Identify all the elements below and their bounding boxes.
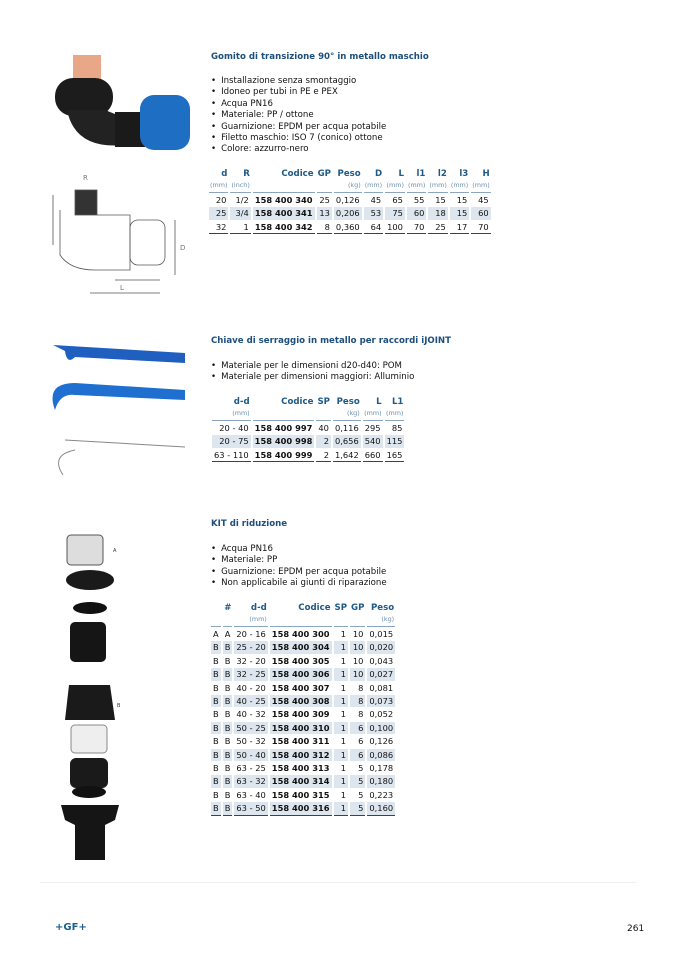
table-cell: 2 bbox=[316, 449, 331, 462]
column-unit: (kg) bbox=[333, 408, 361, 421]
column-header: SP bbox=[334, 603, 348, 613]
column-header: GP bbox=[317, 169, 331, 179]
column-unit bbox=[350, 614, 365, 627]
table-row bbox=[211, 802, 395, 815]
table-cell: 60 bbox=[407, 207, 426, 219]
table-cell: 158 400 998 bbox=[254, 436, 313, 447]
column-header: D bbox=[374, 169, 383, 179]
table-cell: B bbox=[213, 789, 219, 800]
table-cell: 0,656 bbox=[334, 436, 359, 447]
table-cell: B bbox=[213, 696, 219, 707]
table-cell: 20 bbox=[215, 195, 227, 205]
table-header-row bbox=[211, 603, 395, 613]
table-cell: 10 bbox=[352, 629, 364, 639]
table-cell: B bbox=[224, 763, 231, 774]
gf-logo: +GF+ bbox=[55, 922, 87, 933]
column-unit: (mm) bbox=[209, 180, 228, 193]
table-cell: 5 bbox=[350, 802, 365, 815]
table-cell: 158 400 313 bbox=[271, 763, 330, 774]
table-row bbox=[212, 435, 404, 447]
column-unit: (mm) bbox=[385, 180, 405, 193]
table-cell: 17 bbox=[450, 221, 469, 234]
table-cell: 85 bbox=[391, 423, 403, 433]
feature-list bbox=[211, 544, 387, 590]
column-header: d bbox=[221, 169, 228, 179]
table-cell: 115 bbox=[386, 436, 403, 447]
table-cell: 70 bbox=[471, 221, 490, 234]
table-units-row bbox=[209, 180, 491, 193]
table-cell: 15 bbox=[435, 195, 446, 205]
table-cell: 1 bbox=[340, 655, 347, 666]
table-cell: 63 - 50 bbox=[234, 802, 267, 815]
feature-list bbox=[211, 76, 386, 156]
table-cell: 0,360 bbox=[334, 221, 362, 234]
table-cell: 25 bbox=[209, 207, 228, 219]
table-cell: 158 400 997 bbox=[254, 423, 313, 433]
table-cell: 40 - 32 bbox=[236, 709, 266, 720]
table-row bbox=[209, 221, 491, 234]
column-unit bbox=[253, 408, 315, 421]
column-unit: (inch) bbox=[230, 180, 250, 193]
table-cell: 63 - 40 bbox=[236, 789, 266, 800]
column-header: H bbox=[482, 169, 490, 179]
table-cell: 32 bbox=[209, 221, 228, 234]
table-cell: 158 400 312 bbox=[271, 749, 330, 760]
table-row bbox=[211, 735, 395, 747]
table-cell: 158 400 306 bbox=[271, 669, 330, 680]
table-cell: 0,116 bbox=[334, 423, 359, 433]
column-header: GP bbox=[351, 603, 365, 613]
table-row bbox=[211, 789, 395, 801]
table-cell: 0,206 bbox=[335, 208, 360, 219]
column-unit: (mm) bbox=[407, 180, 426, 193]
table-cell: 32 - 25 bbox=[236, 669, 266, 680]
table-cell: 8 bbox=[350, 695, 365, 707]
table-cell: 63 - 110 bbox=[212, 449, 251, 462]
column-header: d-d bbox=[233, 397, 250, 407]
table-cell: 40 bbox=[318, 423, 329, 433]
table-row bbox=[211, 708, 395, 720]
drawing-label: D bbox=[180, 244, 186, 252]
table-cell: 1 bbox=[340, 736, 347, 747]
feature-item: • Materiale per dimensioni maggiori: Alluminio bbox=[211, 372, 414, 383]
table-cell: 1 bbox=[340, 682, 347, 693]
column-unit bbox=[253, 180, 315, 193]
table-cell: 63 - 25 bbox=[236, 763, 266, 774]
column-header: L bbox=[398, 169, 404, 179]
table-cell: 25 - 20 bbox=[236, 642, 266, 653]
feature-item: • Non applicabile ai giunti di riparazione bbox=[211, 578, 387, 589]
table-cell: 1 bbox=[230, 221, 250, 234]
table-cell: 25 bbox=[428, 221, 447, 234]
feature-item: • Idoneo per tubi in PE e PEX bbox=[211, 87, 386, 98]
table-cell: A bbox=[224, 629, 231, 639]
table-cell: 1 bbox=[340, 789, 347, 800]
table-cell: 2 bbox=[316, 435, 331, 447]
table-cell: 53 bbox=[364, 207, 383, 219]
table-cell: 20 - 75 bbox=[212, 435, 251, 447]
table-cell: 158 400 341 bbox=[254, 208, 313, 219]
table-row bbox=[212, 449, 404, 462]
table-cell: 0,223 bbox=[369, 789, 394, 800]
table-cell: 1/2 bbox=[235, 195, 249, 205]
table-cell: 100 bbox=[385, 221, 405, 234]
table-row bbox=[211, 762, 395, 774]
table-cell: 158 400 342 bbox=[253, 221, 315, 234]
table-cell: 55 bbox=[413, 195, 425, 205]
feature-item: • Colore: azzurro-nero bbox=[211, 144, 386, 155]
column-header: l1 bbox=[416, 169, 426, 179]
table-cell: 0,126 bbox=[335, 195, 360, 205]
column-unit: (mm) bbox=[364, 180, 383, 193]
table-cell: 70 bbox=[407, 221, 426, 234]
feature-item: • Acqua PN16 bbox=[211, 99, 386, 110]
table-cell: B bbox=[224, 642, 231, 653]
table-cell: B bbox=[224, 722, 231, 733]
table-cell: 40 - 20 bbox=[236, 682, 266, 693]
feature-item: • Filetto maschio: ISO 7 (conico) ottone bbox=[211, 133, 386, 144]
column-header: L1 bbox=[391, 397, 404, 407]
table-cell: B bbox=[213, 722, 219, 733]
column-unit: (kg) bbox=[334, 180, 362, 193]
table-cell: 0,027 bbox=[369, 669, 394, 680]
wrench-image bbox=[45, 335, 195, 490]
table-cell: B bbox=[213, 736, 219, 747]
elbow-technical-drawing bbox=[50, 165, 195, 300]
column-header: l2 bbox=[437, 169, 447, 179]
spec-table bbox=[207, 168, 493, 235]
table-cell: B bbox=[223, 802, 233, 815]
table-cell: 1 bbox=[334, 695, 349, 707]
table-row bbox=[212, 422, 404, 434]
column-unit: (mm) bbox=[234, 614, 267, 627]
table-cell: 165 bbox=[385, 449, 405, 462]
column-unit: (mm) bbox=[385, 408, 405, 421]
table-cell: 10 bbox=[350, 641, 365, 653]
image-label: B bbox=[117, 703, 121, 709]
feature-item: • Installazione senza smontaggio bbox=[211, 76, 386, 87]
drawing-label: R bbox=[83, 174, 88, 182]
table-row bbox=[209, 194, 491, 206]
table-cell: 158 400 300 bbox=[271, 629, 330, 639]
feature-list bbox=[211, 361, 414, 384]
image-label: A bbox=[113, 548, 117, 554]
table-cell: 158 400 307 bbox=[271, 682, 330, 693]
table-cell: 1 bbox=[340, 763, 347, 774]
section-title: Gomito di transizione 90° in metallo maschio bbox=[211, 52, 429, 62]
table-cell: 660 bbox=[363, 449, 383, 462]
table-cell: 1 bbox=[334, 749, 349, 761]
table-cell: 6 bbox=[350, 722, 365, 734]
table-cell: 10 bbox=[350, 668, 365, 680]
table-cell: 295 bbox=[364, 423, 381, 433]
table-cell: B bbox=[224, 655, 231, 666]
table-cell: 50 - 25 bbox=[236, 722, 266, 733]
table-header-row bbox=[212, 397, 404, 407]
column-header: Codice bbox=[281, 169, 314, 179]
table-cell: 50 - 40 bbox=[236, 749, 266, 760]
column-unit bbox=[223, 614, 233, 627]
column-unit: (mm) bbox=[363, 408, 383, 421]
table-cell: 8 bbox=[358, 709, 364, 720]
table-cell: B bbox=[213, 642, 219, 653]
table-cell: 0,178 bbox=[369, 763, 394, 774]
elbow-fitting-image bbox=[45, 50, 195, 160]
table-cell: 158 400 311 bbox=[271, 736, 330, 747]
table-cell: B bbox=[224, 696, 231, 707]
table-row bbox=[211, 641, 395, 653]
page-number: 261 bbox=[627, 924, 645, 934]
table-cell: 158 400 310 bbox=[271, 722, 330, 733]
table-cell: 8 bbox=[358, 682, 364, 693]
table-cell: 45 bbox=[370, 195, 382, 205]
table-cell: 18 bbox=[428, 207, 447, 219]
table-row bbox=[211, 775, 395, 787]
table-cell: 158 400 314 bbox=[271, 776, 330, 787]
column-header: SP bbox=[317, 397, 330, 407]
column-header: Peso bbox=[337, 169, 361, 179]
table-cell: B bbox=[213, 749, 219, 760]
feature-item: • Materiale: PP bbox=[211, 555, 387, 566]
table-cell: B bbox=[211, 802, 221, 815]
reduction-kit-image bbox=[55, 530, 145, 865]
column-unit bbox=[270, 614, 332, 627]
feature-item: • Guarnizione: EPDM per acqua potabile bbox=[211, 122, 386, 133]
table-cell: 0,180 bbox=[369, 776, 394, 787]
table-cell: 1 bbox=[334, 775, 349, 787]
table-cell: 63 - 32 bbox=[236, 776, 266, 787]
table-cell: 40 - 25 bbox=[236, 696, 266, 707]
table-row bbox=[211, 722, 395, 734]
table-cell: 32 - 20 bbox=[236, 655, 266, 666]
table-row bbox=[211, 695, 395, 707]
spec-table bbox=[209, 602, 397, 817]
table-cell: 0,015 bbox=[369, 629, 394, 639]
table-row bbox=[211, 668, 395, 680]
table-cell: 0,073 bbox=[369, 696, 394, 707]
table-header-row bbox=[209, 169, 491, 179]
table-cell: B bbox=[224, 776, 231, 787]
table-cell: 20 - 40 bbox=[219, 423, 249, 433]
column-unit: (mm) bbox=[450, 180, 469, 193]
table-cell: 15 bbox=[456, 195, 468, 205]
table-cell: B bbox=[224, 789, 231, 800]
table-units-row bbox=[211, 614, 395, 627]
column-header: Peso bbox=[371, 603, 395, 613]
section-title: KIT di riduzione bbox=[211, 519, 288, 529]
table-cell: 0,043 bbox=[369, 655, 394, 666]
table-cell: 158 400 308 bbox=[271, 696, 330, 707]
table-cell: 5 bbox=[358, 763, 364, 774]
table-cell: 6 bbox=[358, 736, 364, 747]
table-row bbox=[211, 655, 395, 667]
table-cell: 20 - 16 bbox=[236, 629, 266, 639]
table-units-row bbox=[212, 408, 404, 421]
table-cell: 10 bbox=[352, 655, 364, 666]
column-unit bbox=[334, 614, 349, 627]
column-header: l3 bbox=[459, 169, 469, 179]
table-row bbox=[211, 749, 395, 761]
table-cell: B bbox=[213, 709, 219, 720]
table-cell: 1 bbox=[340, 709, 347, 720]
table-cell: 158 400 304 bbox=[271, 642, 330, 653]
table-cell: 5 bbox=[358, 789, 364, 800]
feature-item: • Materiale: PP / ottone bbox=[211, 110, 386, 121]
table-cell: 50 - 32 bbox=[236, 736, 266, 747]
table-cell: 60 bbox=[471, 207, 490, 219]
table-cell: 158 400 305 bbox=[271, 655, 330, 666]
table-cell: 158 400 315 bbox=[271, 789, 330, 800]
column-header: Codice bbox=[298, 603, 331, 613]
table-cell: 1 bbox=[334, 668, 349, 680]
table-cell: 158 400 309 bbox=[271, 709, 330, 720]
table-cell: B bbox=[213, 682, 219, 693]
table-cell: 1 bbox=[340, 629, 347, 639]
table-cell: 0,160 bbox=[367, 802, 395, 815]
table-cell: 3/4 bbox=[230, 207, 250, 219]
footer-divider bbox=[40, 882, 637, 883]
table-row bbox=[211, 628, 395, 640]
table-cell: B bbox=[224, 749, 231, 760]
table-cell: B bbox=[213, 776, 219, 787]
table-cell: B bbox=[224, 736, 231, 747]
table-cell: 6 bbox=[350, 749, 365, 761]
column-header bbox=[211, 603, 221, 613]
feature-item: • Acqua PN16 bbox=[211, 544, 387, 555]
feature-item: • Guarnizione: EPDM per acqua potabile bbox=[211, 567, 387, 578]
table-cell: 75 bbox=[385, 207, 405, 219]
table-cell: 64 bbox=[364, 221, 383, 234]
drawing-label: L bbox=[120, 284, 124, 292]
table-cell: 158 400 340 bbox=[254, 195, 313, 205]
column-unit: (mm) bbox=[471, 180, 490, 193]
table-cell: 0,020 bbox=[369, 642, 394, 653]
column-unit bbox=[317, 180, 332, 193]
table-cell: 45 bbox=[478, 195, 489, 205]
column-unit: (kg) bbox=[367, 614, 395, 627]
column-header: # bbox=[224, 603, 232, 613]
column-unit: (mm) bbox=[212, 408, 251, 421]
table-cell: 1,642 bbox=[333, 449, 361, 462]
column-header: d-d bbox=[250, 603, 267, 613]
table-cell: 158 400 316 bbox=[270, 802, 332, 815]
table-row bbox=[211, 682, 395, 694]
column-header: Codice bbox=[281, 397, 314, 407]
table-cell: 1 bbox=[334, 802, 349, 815]
table-cell: 65 bbox=[392, 195, 403, 205]
table-cell: B bbox=[213, 669, 219, 680]
table-cell: 158 400 999 bbox=[253, 449, 315, 462]
table-cell: 5 bbox=[350, 775, 365, 787]
section-title: Chiave di serraggio in metallo per raccordi iJOINT bbox=[211, 336, 451, 346]
column-unit bbox=[211, 614, 221, 627]
table-cell: 0,081 bbox=[369, 682, 394, 693]
table-cell: 0,126 bbox=[369, 736, 394, 747]
table-cell: 540 bbox=[364, 436, 381, 447]
column-unit bbox=[316, 408, 331, 421]
table-cell: 0,052 bbox=[369, 709, 394, 720]
table-cell: 15 bbox=[450, 207, 469, 219]
table-cell: B bbox=[224, 709, 231, 720]
table-cell: 13 bbox=[317, 207, 332, 219]
table-cell: B bbox=[224, 669, 231, 680]
table-cell: 25 bbox=[319, 195, 330, 205]
feature-item: • Materiale per le dimensioni d20-d40: POM bbox=[211, 361, 414, 372]
table-row bbox=[209, 207, 491, 219]
column-header: Peso bbox=[336, 397, 360, 407]
table-cell: 0,100 bbox=[369, 722, 394, 733]
column-unit: (mm) bbox=[428, 180, 447, 193]
table-cell: A bbox=[213, 629, 219, 639]
table-cell: B bbox=[224, 682, 231, 693]
table-cell: 8 bbox=[317, 221, 332, 234]
column-header: L bbox=[376, 397, 382, 407]
column-header: R bbox=[243, 169, 250, 179]
table-cell: B bbox=[213, 763, 219, 774]
spec-table bbox=[210, 396, 406, 463]
table-cell: 1 bbox=[334, 641, 349, 653]
table-cell: 0,086 bbox=[369, 749, 394, 760]
table-cell: B bbox=[213, 655, 219, 666]
table-cell: 1 bbox=[334, 722, 349, 734]
